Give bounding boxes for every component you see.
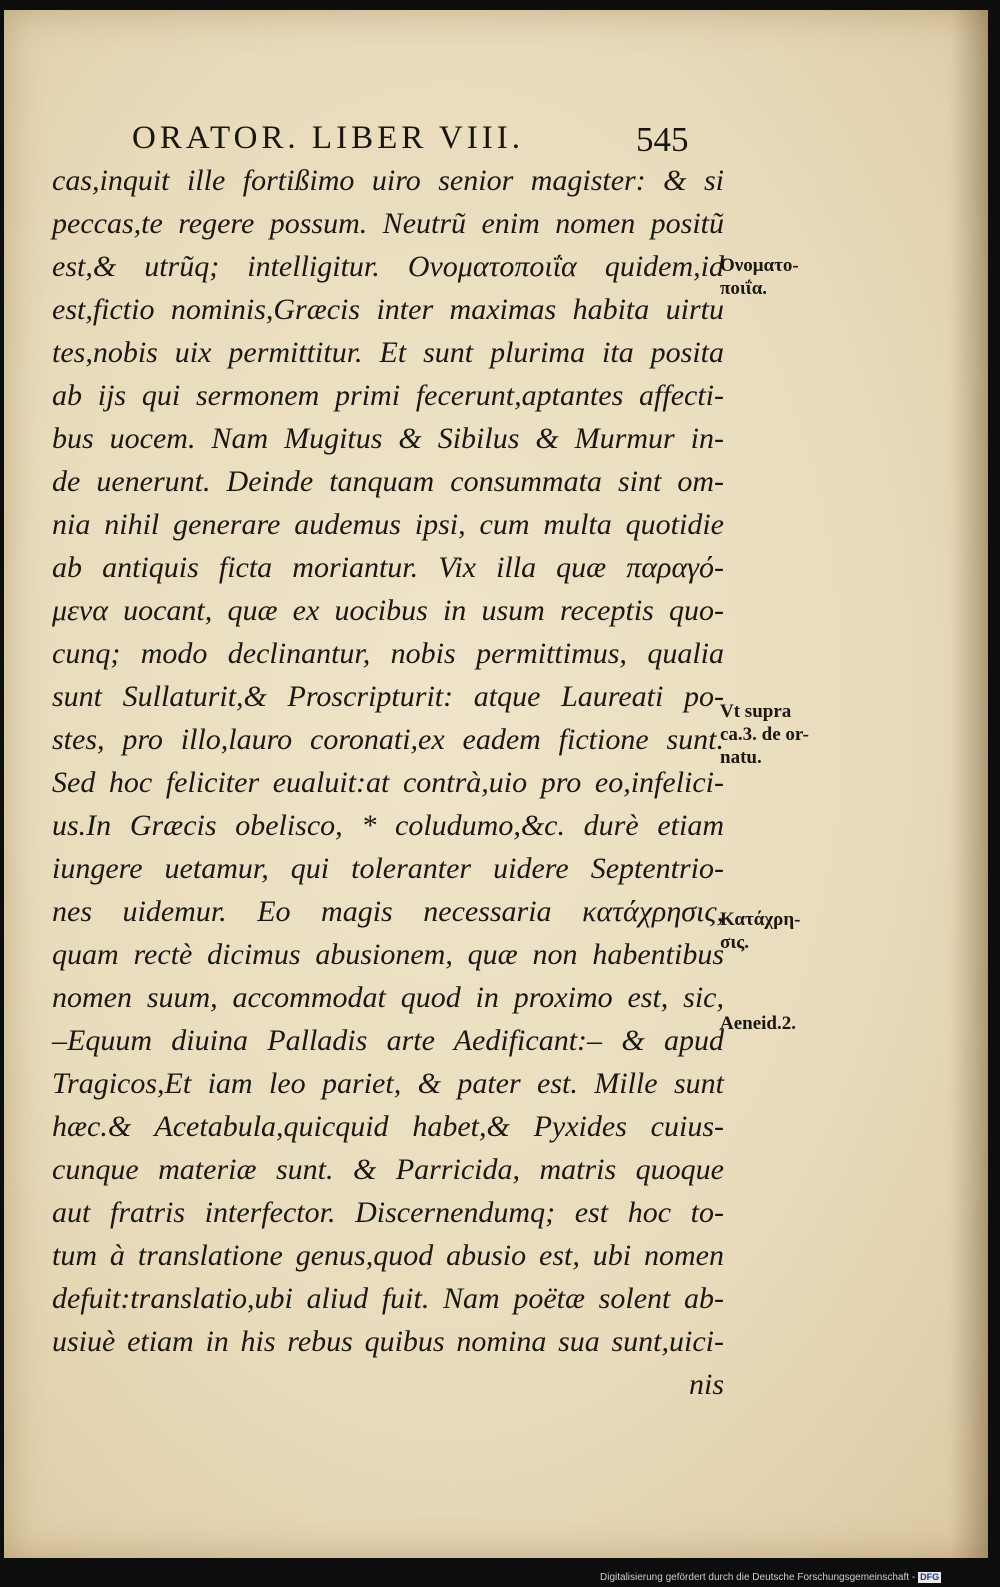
text-line: ab ijs qui sermonem primi fecerunt,aptantes affecti- <box>52 379 724 412</box>
note-line: ca.3. de or- <box>720 724 809 745</box>
text-line: de uenerunt. Deinde tanquam consummata sint om- <box>52 465 724 498</box>
text-line: –Equum diuina Palladis arte Aedificant:– & apud <box>52 1024 724 1057</box>
text-line: stes, pro illo,lauro coronati,ex eadem fictione sunt. <box>52 723 724 756</box>
text-line: ab antiquis ficta moriantur. Vix illa quæ παραγό- <box>52 551 724 584</box>
text-line: quam rectè dicimus abusionem, quæ non habentibus <box>52 938 724 971</box>
text-line: bus uocem. Nam Mugitus & Sibilus & Murmur in- <box>52 422 724 455</box>
note-line: Κατάχρη- <box>720 909 801 930</box>
text-line: cunq; modo declinantur, nobis permittimus, qualia <box>52 637 724 670</box>
text-line: aut fratris interfector. Discernendumq; est hoc to- <box>52 1196 724 1229</box>
text-line: Tragicos,Et iam leo pariet, & pater est. Mille sunt <box>52 1067 724 1100</box>
text-line: sunt Sullaturit,& Proscripturit: atque Laureati po- <box>52 680 724 713</box>
text-line: nomen suum, accommodat quod in proximo est, sic, <box>52 981 724 1014</box>
marginal-note-catachresis <box>720 908 820 954</box>
marginal-note-onomatopoeia <box>720 254 820 300</box>
text-line: est,& utrũq; intelligitur. Ονοματοποιΐα quidem,id <box>52 250 724 283</box>
note-line: σις. <box>720 932 749 953</box>
text-line: tes,nobis uix permittitur. Et sunt plurima ita posita <box>52 336 724 369</box>
catchword: nis <box>688 1368 724 1401</box>
text-line: us.In Græcis obelisco, * coludumo,&c. durè etiam <box>52 809 724 842</box>
page-number: 545 <box>636 120 689 159</box>
note-line: natu. <box>720 747 762 768</box>
dfg-logo: DFG <box>920 1572 940 1582</box>
text-line: est,fictio nominis,Græcis inter maximas habita uirtu <box>52 293 724 326</box>
note-line: Aeneid.2. <box>720 1013 796 1034</box>
digitization-credit <box>600 1570 996 1586</box>
text-line: cas,inquit ille fortißimo uiro senior magister: & si <box>52 164 724 197</box>
page-header <box>4 120 724 160</box>
marginal-note-cross-reference <box>720 700 820 769</box>
text-line: nes uidemur. Eo magis necessaria κατάχρησις, <box>52 895 724 928</box>
marginal-note-aeneid <box>720 1012 820 1035</box>
text-line: nia nihil generare audemus ipsi, cum multa quotidie <box>52 508 724 541</box>
text-line: μενα uocant, quæ ex uocibus in usum receptis quo- <box>52 594 724 627</box>
running-title: ORATOR. LIBER VIII. <box>132 120 524 156</box>
text-line: peccas,te regere possum. Neutrũ enim nomen positũ <box>52 207 724 240</box>
text-line: cunque materiæ sunt. & Parricida, matris quoque <box>52 1153 724 1186</box>
book-page <box>4 10 988 1558</box>
note-line: Ονοματο- <box>720 255 799 276</box>
text-line: iungere uetamur, qui toleranter uidere Septentrio- <box>52 852 724 885</box>
text-line: tum à translatione genus,quod abusio est, ubi nomen <box>52 1239 724 1272</box>
text-line: defuit:translatio,ubi aliud fuit. Nam poëtæ solent ab- <box>52 1282 724 1315</box>
text-line: Sed hoc feliciter eualuit:at contrà,uio pro eo,infelici- <box>52 766 724 799</box>
credit-text: Digitalisierung gefördert durch die Deutsche Forschungsgemeinschaft - <box>600 1572 916 1583</box>
note-line: ποιΐα. <box>720 278 768 299</box>
text-line: usiuè etiam in his rebus quibus nomina sua sunt,uici- <box>52 1325 724 1358</box>
text-line: hæc.& Acetabula,quicquid habet,& Pyxides cuius- <box>52 1110 724 1143</box>
note-line: Vt supra <box>720 701 792 722</box>
